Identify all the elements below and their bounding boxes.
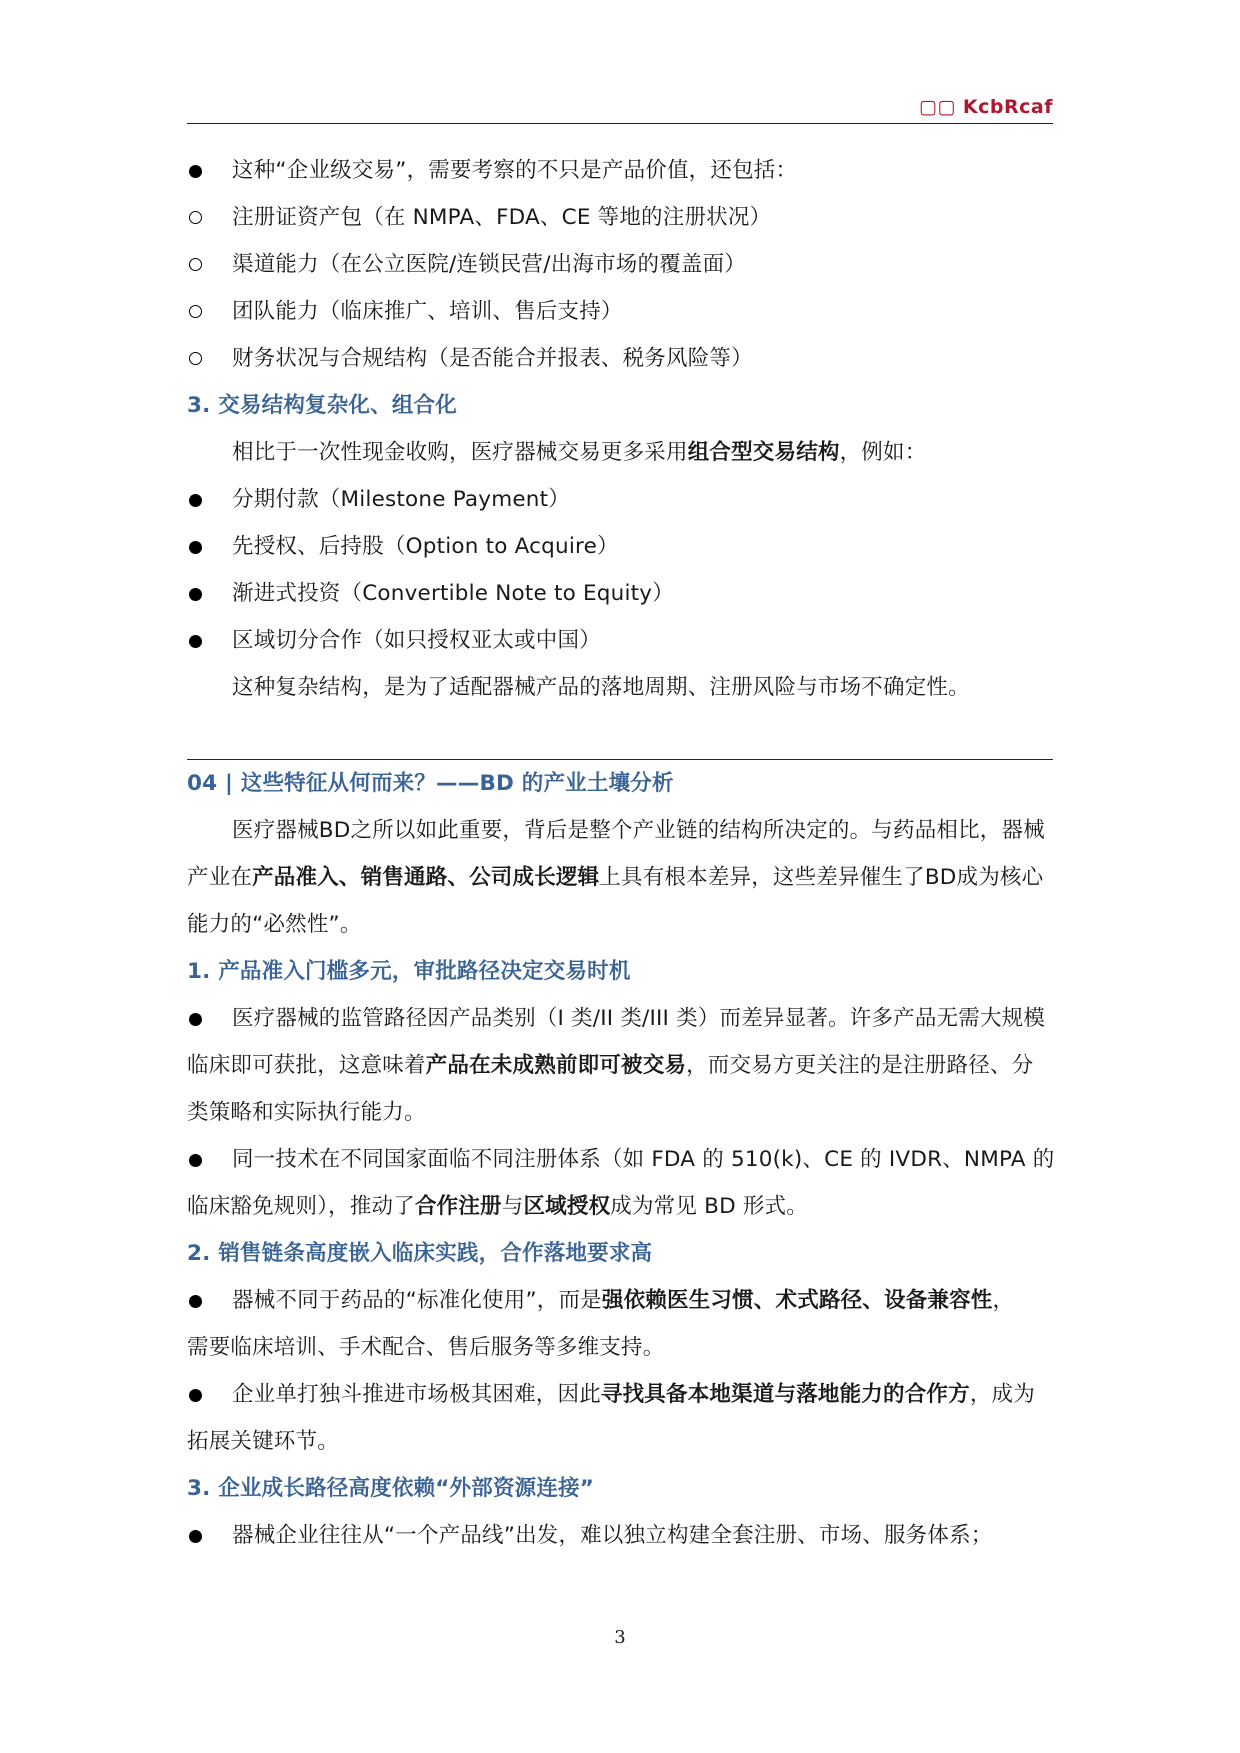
- list-item: 渠道能力（在公立医院/连锁民营/出海市场的覆盖面）: [232, 250, 1112, 280]
- header-logo: ▢▢ KcbRcaf: [918, 96, 1053, 118]
- paragraph: 相比于一次性现金收购，医疗器械交易更多采用组合型交易结构，例如：: [232, 440, 927, 465]
- list-item: 渐进式投资（Convertible Note to Equity）: [232, 579, 1112, 609]
- page-number: 3: [614, 1627, 626, 1648]
- paragraph: 临床即可获批，这意味着产品在未成熟前即可被交易，而交易方更关注的是注册路径、分: [187, 1053, 1034, 1078]
- bullet-dot-icon: [189, 541, 202, 554]
- bullet-dot-icon: [189, 494, 202, 507]
- bullet-dot-icon: [189, 1154, 202, 1167]
- subsection-heading: 2. 销售链条高度嵌入临床实践，合作落地要求高: [187, 1241, 653, 1266]
- list-item: 企业单打独斗推进市场极其困难，因此寻找具备本地渠道与落地能力的合作方，成为: [232, 1380, 1112, 1410]
- paragraph: 这种复杂结构，是为了适配器械产品的落地周期、注册风险与市场不确定性。: [232, 675, 970, 700]
- list-item: 团队能力（临床推广、培训、售后支持）: [232, 297, 1112, 327]
- subsection-heading: 3. 企业成长路径高度依赖“外部资源连接”: [187, 1476, 595, 1501]
- list-item: 分期付款（Milestone Payment）: [232, 485, 1112, 515]
- paragraph: 临床豁免规则），推动了合作注册与区域授权成为常见 BD 形式。: [187, 1194, 808, 1219]
- bullet-dot-icon: [189, 1389, 202, 1402]
- list-item: 同一技术在不同国家面临不同注册体系（如 FDA 的 510(k)、CE 的 IVDR、NMPA 的: [232, 1145, 1112, 1175]
- bullet-circle-icon: [189, 211, 202, 224]
- bullet-dot-icon: [189, 1013, 202, 1026]
- section-title: 04 | 这些特征从何而来？——BD 的产业土壤分析: [187, 771, 674, 796]
- bullet-dot-icon: [189, 165, 202, 178]
- paragraph: 产业在产品准入、销售通路、公司成长逻辑上具有根本差异，这些差异催生了BD成为核心: [187, 865, 1044, 890]
- section-heading: 3. 交易结构复杂化、组合化: [187, 393, 457, 418]
- list-item: 器械不同于药品的“标准化使用”，而是强依赖医生习惯、术式路径、设备兼容性，: [232, 1286, 1112, 1316]
- list-item: 注册证资产包（在 NMPA、FDA、CE 等地的注册状况）: [232, 203, 1112, 233]
- header-rule: [187, 123, 1053, 124]
- list-item: 这种“企业级交易”，需要考察的不只是产品价值，还包括：: [232, 156, 1112, 186]
- bullet-circle-icon: [189, 258, 202, 271]
- list-item: 先授权、后持股（Option to Acquire）: [232, 532, 1112, 562]
- bullet-dot-icon: [189, 1295, 202, 1308]
- section-rule: [187, 759, 1053, 760]
- list-item: 器械企业往往从“一个产品线”出发，难以独立构建全套注册、市场、服务体系；: [232, 1521, 1112, 1551]
- paragraph: 拓展关键环节。: [187, 1429, 339, 1454]
- subsection-heading: 1. 产品准入门槛多元，审批路径决定交易时机: [187, 959, 631, 984]
- bullet-dot-icon: [189, 588, 202, 601]
- bullet-dot-icon: [189, 1530, 202, 1543]
- paragraph: 医疗器械BD之所以如此重要，背后是整个产业链的结构所决定的。与药品相比，器械: [232, 818, 1045, 843]
- list-item: 财务状况与合规结构（是否能合并报表、税务风险等）: [232, 344, 1112, 374]
- paragraph: 类策略和实际执行能力。: [187, 1100, 426, 1125]
- bullet-circle-icon: [189, 352, 202, 365]
- paragraph: 能力的“必然性”。: [187, 912, 362, 937]
- paragraph: 需要临床培训、手术配合、售后服务等多维支持。: [187, 1335, 665, 1360]
- bullet-circle-icon: [189, 305, 202, 318]
- bullet-dot-icon: [189, 635, 202, 648]
- list-item: 区域切分合作（如只授权亚太或中国）: [232, 626, 1112, 656]
- list-item: 医疗器械的监管路径因产品类别（I 类/II 类/III 类）而差异显著。许多产品无需大规模: [232, 1004, 1112, 1034]
